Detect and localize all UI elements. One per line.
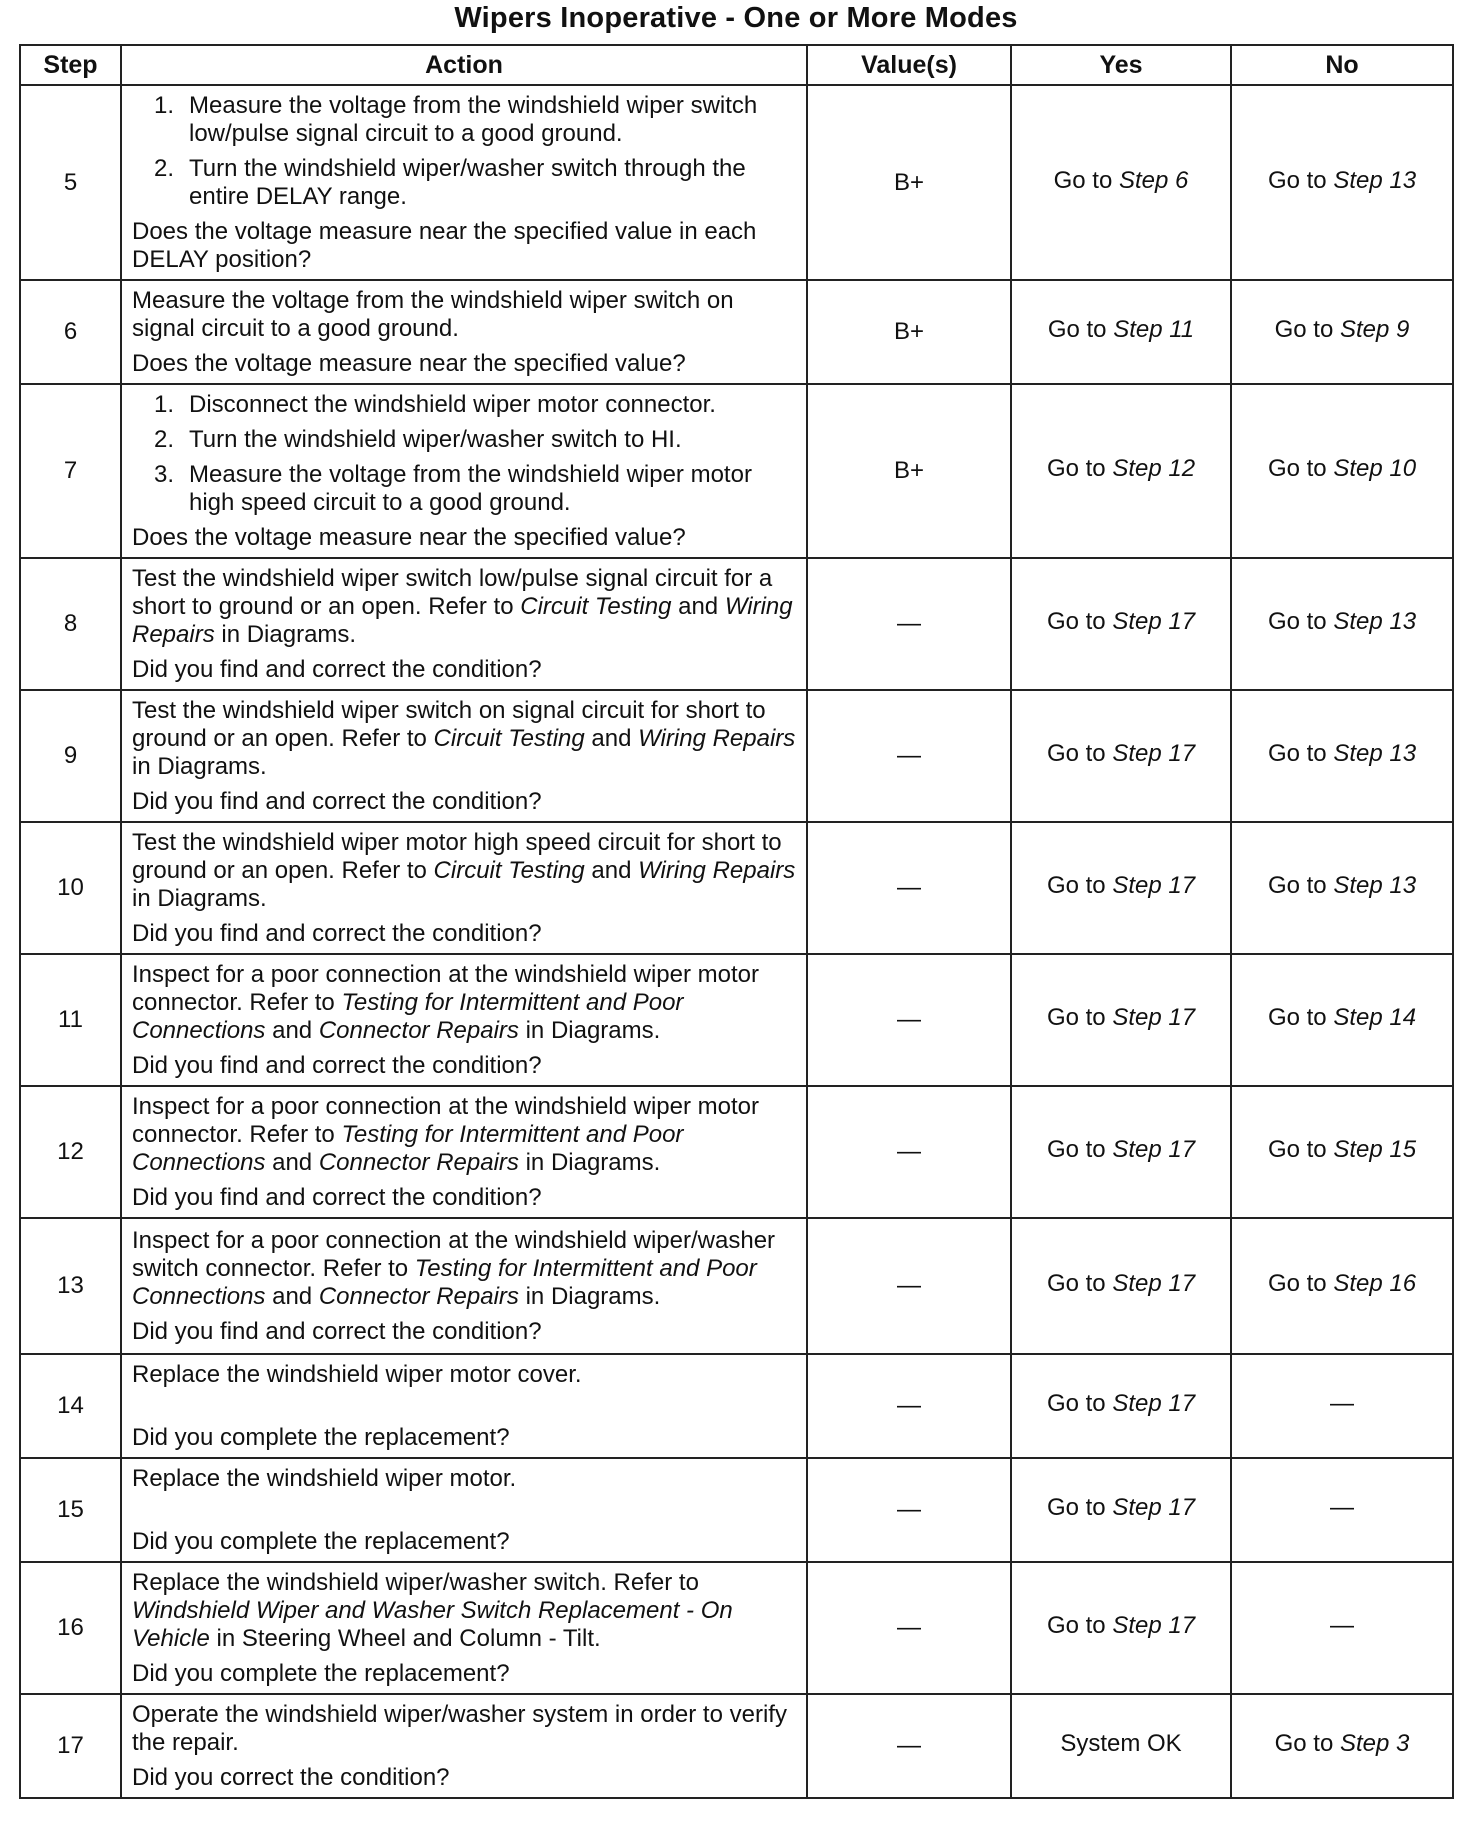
action-question: Does the voltage measure near the specified value? xyxy=(132,350,686,377)
action-question: Did you find and correct the condition? xyxy=(132,788,542,815)
yes-goto-prefix: Go to xyxy=(1046,1612,1113,1639)
action-step xyxy=(132,426,796,454)
reference-link-text: Connector Repairs xyxy=(318,1017,519,1044)
yes-goto-prefix: Go to xyxy=(1046,608,1113,635)
action-text-segment: in Steering Wheel and Column - Tilt. xyxy=(209,1625,601,1652)
no-cell xyxy=(1231,690,1453,822)
action-cell xyxy=(121,690,807,822)
reference-link-text: Testing for Intermittent and Poor Connections xyxy=(132,1121,684,1176)
action-cell xyxy=(121,280,807,384)
reference-link-text: Circuit Testing xyxy=(520,593,672,620)
action-text-segment: Inspect for a poor connection at the windshield wiper/washer switch connector. Refer to xyxy=(132,1227,776,1282)
no-goto-prefix: Go to xyxy=(1267,455,1334,482)
value-cell: — xyxy=(807,690,1011,822)
table-row xyxy=(20,1086,1453,1218)
yes-goto-prefix: Go to xyxy=(1046,455,1113,482)
action-question: Did you complete the replacement? xyxy=(132,1660,510,1687)
action-text-segment: and xyxy=(265,1283,319,1310)
no-cell: — xyxy=(1231,1354,1453,1458)
action-steps-list xyxy=(132,92,796,211)
action-cell xyxy=(121,1562,807,1694)
value-cell: B+ xyxy=(807,280,1011,384)
action-text xyxy=(132,1569,796,1653)
yes-cell xyxy=(1011,85,1231,280)
no-cell xyxy=(1231,85,1453,280)
no-cell: — xyxy=(1231,1562,1453,1694)
action-step xyxy=(132,155,796,211)
step-number: 9 xyxy=(20,690,121,822)
action-step-text: Measure the voltage from the windshield wiper motor high speed circuit to a good ground. xyxy=(189,461,752,516)
value-cell: — xyxy=(807,1458,1011,1562)
action-cell xyxy=(121,1218,807,1354)
reference-link-text: Connector Repairs xyxy=(318,1283,519,1310)
header-action: Action xyxy=(121,45,807,85)
value-cell: — xyxy=(807,822,1011,954)
no-goto-prefix: Go to xyxy=(1274,1730,1340,1757)
reference-link-text: Testing for Intermittent and Poor Connections xyxy=(132,1255,757,1310)
action-question: Did you find and correct the condition? xyxy=(132,920,542,947)
yes-cell xyxy=(1011,822,1231,954)
yes-goto-step: Step 17 xyxy=(1112,1004,1196,1031)
yes-goto-prefix: Go to xyxy=(1046,1136,1113,1163)
header-step: Step xyxy=(20,45,121,85)
action-step-text: Disconnect the windshield wiper motor connector. xyxy=(189,391,716,418)
no-cell xyxy=(1231,1218,1453,1354)
step-number: 16 xyxy=(20,1562,121,1694)
table-row xyxy=(20,1218,1453,1354)
no-goto-step: Step 16 xyxy=(1333,1270,1417,1297)
no-goto-prefix: Go to xyxy=(1267,608,1334,635)
step-number: 5 xyxy=(20,85,121,280)
action-text: Measure the voltage from the windshield wiper switch on signal circuit to a good ground. xyxy=(132,287,734,342)
action-question: Did you find and correct the condition? xyxy=(132,1052,542,1079)
yes-cell xyxy=(1011,1218,1231,1354)
no-cell xyxy=(1231,1086,1453,1218)
action-step-text: Turn the windshield wiper/washer switch through the entire DELAY range. xyxy=(189,155,746,210)
step-number: 12 xyxy=(20,1086,121,1218)
action-text: Operate the windshield wiper/washer system in order to verify the repair. xyxy=(132,1701,787,1756)
yes-goto-step: Step 17 xyxy=(1112,1270,1196,1297)
action-question: Did you correct the condition? xyxy=(132,1764,450,1791)
no-goto-step: Step 10 xyxy=(1333,455,1417,482)
action-text-segment: Inspect for a poor connection at the windshield wiper motor connector. Refer to xyxy=(132,1093,760,1148)
no-cell xyxy=(1231,384,1453,558)
reference-link-text: Testing for Intermittent and Poor Connections xyxy=(132,989,684,1044)
action-text-segment: Replace the windshield wiper/washer switch. Refer to xyxy=(132,1569,699,1596)
no-goto-step: Step 13 xyxy=(1333,872,1417,899)
action-question: Did you complete the replacement? xyxy=(132,1528,510,1555)
yes-goto-step: Step 17 xyxy=(1112,608,1196,635)
action-cell xyxy=(121,1086,807,1218)
no-goto-prefix: Go to xyxy=(1267,1004,1334,1031)
yes-cell xyxy=(1011,1086,1231,1218)
step-number: 14 xyxy=(20,1354,121,1458)
page-title: Wipers Inoperative - One or More Modes xyxy=(454,2,1018,34)
action-question: Does the voltage measure near the specified value in each DELAY position? xyxy=(132,218,757,273)
table-row xyxy=(20,822,1453,954)
yes-cell xyxy=(1011,954,1231,1086)
yes-goto-prefix: Go to xyxy=(1047,316,1114,343)
action-text xyxy=(132,829,796,913)
yes-cell xyxy=(1011,1458,1231,1562)
no-cell: — xyxy=(1231,1458,1453,1562)
action-cell xyxy=(121,1354,807,1458)
table-row xyxy=(20,85,1453,280)
action-text-segment: and xyxy=(584,725,639,752)
reference-link-text: Circuit Testing xyxy=(433,857,585,884)
no-goto-prefix: Go to xyxy=(1267,740,1334,767)
action-text-segment: Test the windshield wiper motor high speed circuit for short to ground or an open. Refer to xyxy=(132,829,782,884)
no-goto-step: Step 13 xyxy=(1333,608,1417,635)
value-cell: — xyxy=(807,1562,1011,1694)
no-goto-step: Step 13 xyxy=(1333,166,1417,194)
yes-goto-step: Step 17 xyxy=(1112,1494,1196,1521)
yes-goto-prefix: Go to xyxy=(1046,1270,1113,1297)
yes-goto-prefix: Go to xyxy=(1046,1494,1113,1521)
reference-link-text: Connector Repairs xyxy=(318,1149,519,1176)
action-step xyxy=(132,92,796,148)
action-cell xyxy=(121,85,807,280)
yes-cell: System OK xyxy=(1011,1694,1231,1798)
no-cell xyxy=(1231,822,1453,954)
no-goto-step: Step 15 xyxy=(1333,1136,1417,1163)
action-text-segment: in Diagrams. xyxy=(132,753,267,780)
action-step-number: 2. xyxy=(154,155,175,182)
action-steps-list xyxy=(132,391,796,517)
value-cell: — xyxy=(807,1086,1011,1218)
reference-link-text: Windshield Wiper and Washer Switch Replacement - On Vehicle xyxy=(132,1597,733,1652)
yes-cell xyxy=(1011,384,1231,558)
action-question: Did you complete the replacement? xyxy=(132,1424,510,1451)
step-number: 13 xyxy=(20,1218,121,1354)
no-goto-step: Step 3 xyxy=(1339,1730,1410,1757)
action-cell xyxy=(121,1694,807,1798)
table-row xyxy=(20,1354,1453,1458)
yes-cell xyxy=(1011,1562,1231,1694)
action-question: Does the voltage measure near the specified value? xyxy=(132,524,686,551)
yes-goto-step: Step 11 xyxy=(1113,316,1195,343)
table-row xyxy=(20,1458,1453,1562)
action-cell xyxy=(121,822,807,954)
no-cell xyxy=(1231,280,1453,384)
action-step-number: 3. xyxy=(154,461,175,488)
step-number: 15 xyxy=(20,1458,121,1562)
action-text-segment: in Diagrams. xyxy=(518,1149,661,1176)
header-no: No xyxy=(1231,45,1453,85)
action-step-number: 1. xyxy=(154,92,175,119)
table-row xyxy=(20,1562,1453,1694)
no-cell xyxy=(1231,558,1453,690)
step-number: 7 xyxy=(20,384,121,558)
yes-cell xyxy=(1011,690,1231,822)
no-goto-prefix: Go to xyxy=(1274,316,1340,343)
yes-goto-step: Step 17 xyxy=(1112,872,1196,899)
blank-line xyxy=(132,1500,796,1528)
yes-goto-step: Step 17 xyxy=(1112,740,1196,767)
action-text-segment: in Diagrams. xyxy=(132,885,267,912)
action-step-text: Turn the windshield wiper/washer switch to HI. xyxy=(189,426,682,453)
action-text xyxy=(132,565,796,649)
value-cell: — xyxy=(807,1218,1011,1354)
yes-cell xyxy=(1011,1354,1231,1458)
no-goto-step: Step 9 xyxy=(1339,316,1410,343)
yes-goto-prefix: Go to xyxy=(1046,1390,1113,1417)
value-cell: — xyxy=(807,954,1011,1086)
action-text-segment: and xyxy=(584,857,639,884)
action-step-number: 1. xyxy=(154,391,175,418)
table-row xyxy=(20,384,1453,558)
no-goto-step: Step 13 xyxy=(1333,740,1417,767)
table-row xyxy=(20,1694,1453,1798)
action-text-segment: and xyxy=(671,593,725,620)
yes-goto-step: Step 12 xyxy=(1112,455,1196,482)
action-step xyxy=(132,391,796,419)
action-step-text: Measure the voltage from the windshield wiper switch low/pulse signal circuit to a good ground. xyxy=(189,92,758,147)
action-cell xyxy=(121,1458,807,1562)
action-text xyxy=(132,697,796,781)
action-cell xyxy=(121,384,807,558)
yes-goto-prefix: Go to xyxy=(1053,166,1119,194)
action-text xyxy=(132,1093,796,1177)
action-text-segment: in Diagrams. xyxy=(518,1017,661,1044)
yes-goto-step: Step 6 xyxy=(1118,166,1189,194)
table-row xyxy=(20,558,1453,690)
header-row xyxy=(20,45,1453,85)
blank-line xyxy=(132,1396,796,1424)
action-question: Did you find and correct the condition? xyxy=(132,1184,542,1211)
action-cell xyxy=(121,558,807,690)
no-goto-prefix: Go to xyxy=(1267,872,1334,899)
value-cell: — xyxy=(807,558,1011,690)
reference-link-text: Circuit Testing xyxy=(433,725,585,752)
reference-link-text: Wiring Repairs xyxy=(638,857,796,884)
action-question: Did you find and correct the condition? xyxy=(132,656,542,683)
action-question: Did you find and correct the condition? xyxy=(132,1318,542,1345)
table-row xyxy=(20,954,1453,1086)
table-row xyxy=(20,690,1453,822)
action-text-segment: and xyxy=(265,1017,319,1044)
action-text-segment: in Diagrams. xyxy=(214,621,357,648)
step-number: 17 xyxy=(20,1694,121,1798)
yes-cell xyxy=(1011,558,1231,690)
action-cell xyxy=(121,954,807,1086)
no-goto-prefix: Go to xyxy=(1267,166,1334,194)
action-text-segment: and xyxy=(265,1149,319,1176)
yes-goto-step: Step 17 xyxy=(1112,1612,1196,1639)
action-text-segment: Test the windshield wiper switch low/pulse signal circuit for a short to ground or an open. Refer to xyxy=(132,565,773,620)
diagnostic-table xyxy=(19,44,1454,1799)
no-goto-step: Step 14 xyxy=(1333,1004,1417,1031)
no-cell xyxy=(1231,1694,1453,1798)
action-text xyxy=(132,1227,796,1311)
no-goto-prefix: Go to xyxy=(1267,1270,1334,1297)
action-step-number: 2. xyxy=(154,426,175,453)
no-cell xyxy=(1231,954,1453,1086)
step-number: 6 xyxy=(20,280,121,384)
yes-goto-prefix: Go to xyxy=(1046,872,1113,899)
action-text-segment: in Diagrams. xyxy=(518,1283,661,1310)
value-cell: B+ xyxy=(807,85,1011,280)
value-cell: B+ xyxy=(807,384,1011,558)
yes-cell xyxy=(1011,280,1231,384)
header-yes: Yes xyxy=(1011,45,1231,85)
yes-goto-step: Step 17 xyxy=(1112,1136,1196,1163)
action-step xyxy=(132,461,796,517)
action-text xyxy=(132,961,796,1045)
table-row xyxy=(20,280,1453,384)
action-text-segment: Inspect for a poor connection at the windshield wiper motor connector. Refer to xyxy=(132,961,760,1016)
reference-link-text: Wiring Repairs xyxy=(132,593,793,648)
step-number: 10 xyxy=(20,822,121,954)
reference-link-text: Wiring Repairs xyxy=(638,725,796,752)
yes-goto-prefix: Go to xyxy=(1046,740,1113,767)
no-goto-prefix: Go to xyxy=(1267,1136,1334,1163)
value-cell: — xyxy=(807,1354,1011,1458)
yes-goto-step: Step 17 xyxy=(1112,1390,1196,1417)
action-text: Replace the windshield wiper motor. xyxy=(132,1465,517,1492)
step-number: 8 xyxy=(20,558,121,690)
step-number: 11 xyxy=(20,954,121,1086)
value-cell: — xyxy=(807,1694,1011,1798)
yes-goto-prefix: Go to xyxy=(1046,1004,1113,1031)
header-values: Value(s) xyxy=(807,45,1011,85)
action-text-segment: Test the windshield wiper switch on signal circuit for short to ground or an open. Refer to xyxy=(132,697,766,752)
action-text: Replace the windshield wiper motor cover. xyxy=(132,1361,582,1388)
